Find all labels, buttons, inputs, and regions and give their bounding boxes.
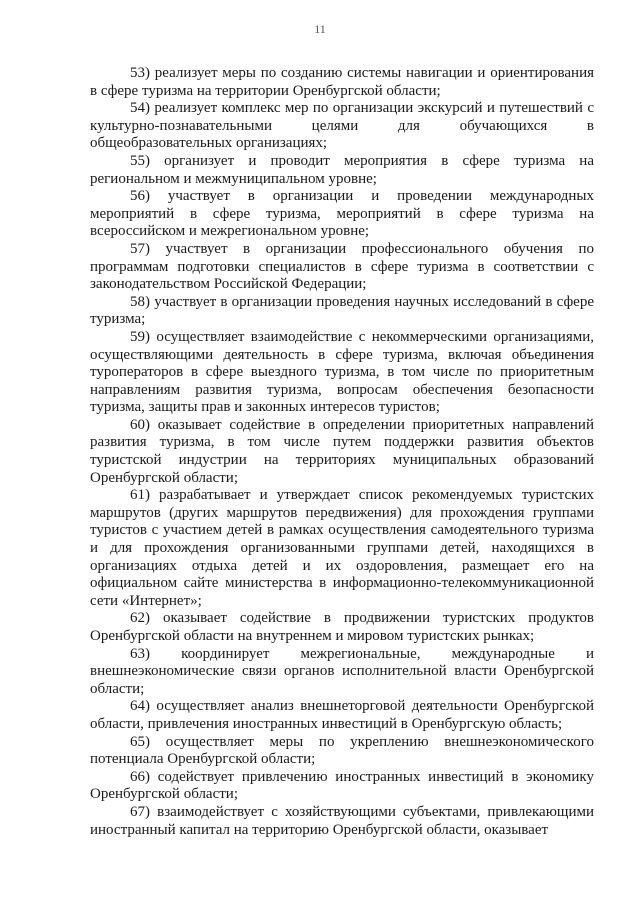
paragraph: 55) организует и проводит мероприятия в сфере туризма на региональном и межмуниципальном уровне;	[90, 152, 594, 187]
paragraph: 58) участвует в организации проведения научных исследований в сфере туризма;	[90, 293, 594, 328]
paragraph: 54) реализует комплекс мер по организации экскурсий и путешествий с культурно-познавательными целями для обучающихся в общеобразовательных организациях;	[90, 100, 594, 152]
paragraph: 65) осуществляет меры по укреплению внешнеэкономического потенциала Оренбургской области;	[90, 733, 594, 768]
paragraph: 61) разрабатывает и утверждает список рекомендуемых туристских маршрутов (других маршрутов передвижения) для прохождения группами туристов с участием детей в рамках осуществления самодеятельного туризма и для прохождения организованными группами детей, находящихся в организациях отдыха детей и их оздоровления, размещает его на официальном сайте министерства в информационно-телекоммуникационной сети «Интернет»;	[90, 487, 594, 609]
paragraph: 64) осуществляет анализ внешнеторговой деятельности Оренбургской области, привлечения иностранных инвестиций в Оренбургскую область;	[90, 698, 594, 732]
paragraph: 63) координирует межрегиональные, международные и внешнеэкономические связи органов исполнительной власти Оренбургской области;	[90, 645, 594, 697]
paragraph: 62) оказывает содействие в продвижении туристских продуктов Оренбургской области на внутреннем и мировом туристских рынках;	[90, 610, 594, 644]
page-number: 11	[314, 22, 326, 36]
paragraph: 53) реализует меры по созданию системы навигации и ориентирования в сфере туризма на территории Оренбургской области;	[90, 65, 594, 99]
paragraph: 67) взаимодействует с хозяйствующими субъектами, привлекающими иностранный капитал на территорию Оренбургской области, оказывает	[90, 803, 594, 838]
paragraph: 56) участвует в организации и проведении международных мероприятий в сфере туризма, мероприятий в сфере туризма на всероссийском и межрегиональном уровне;	[90, 188, 594, 240]
paragraph: 66) содействует привлечению иностранных инвестиций в экономику Оренбургской области;	[90, 768, 594, 803]
paragraph: 57) участвует в организации профессионального обучения по программам подготовки специалистов в сфере туризма в соответствии с законодательством Российской Федерации;	[90, 240, 594, 293]
paragraph: 60) оказывает содействие в определении приоритетных направлений развития туризма, в том числе путем поддержки развития объектов туристской индустрии на территориях муниципальных образований Оренбургской области;	[90, 416, 594, 486]
document-body	[90, 65, 594, 839]
paragraph: 59) осуществляет взаимодействие с некоммерческими организациями, осуществляющими деятельность в сфере туризма, включая объединения туроператоров в сфере выездного туризма, в том числе по приоритетным направлениям развития туризма, вопросам обеспечения безопасности туризма, защиты прав и законных интересов туристов;	[90, 328, 594, 416]
